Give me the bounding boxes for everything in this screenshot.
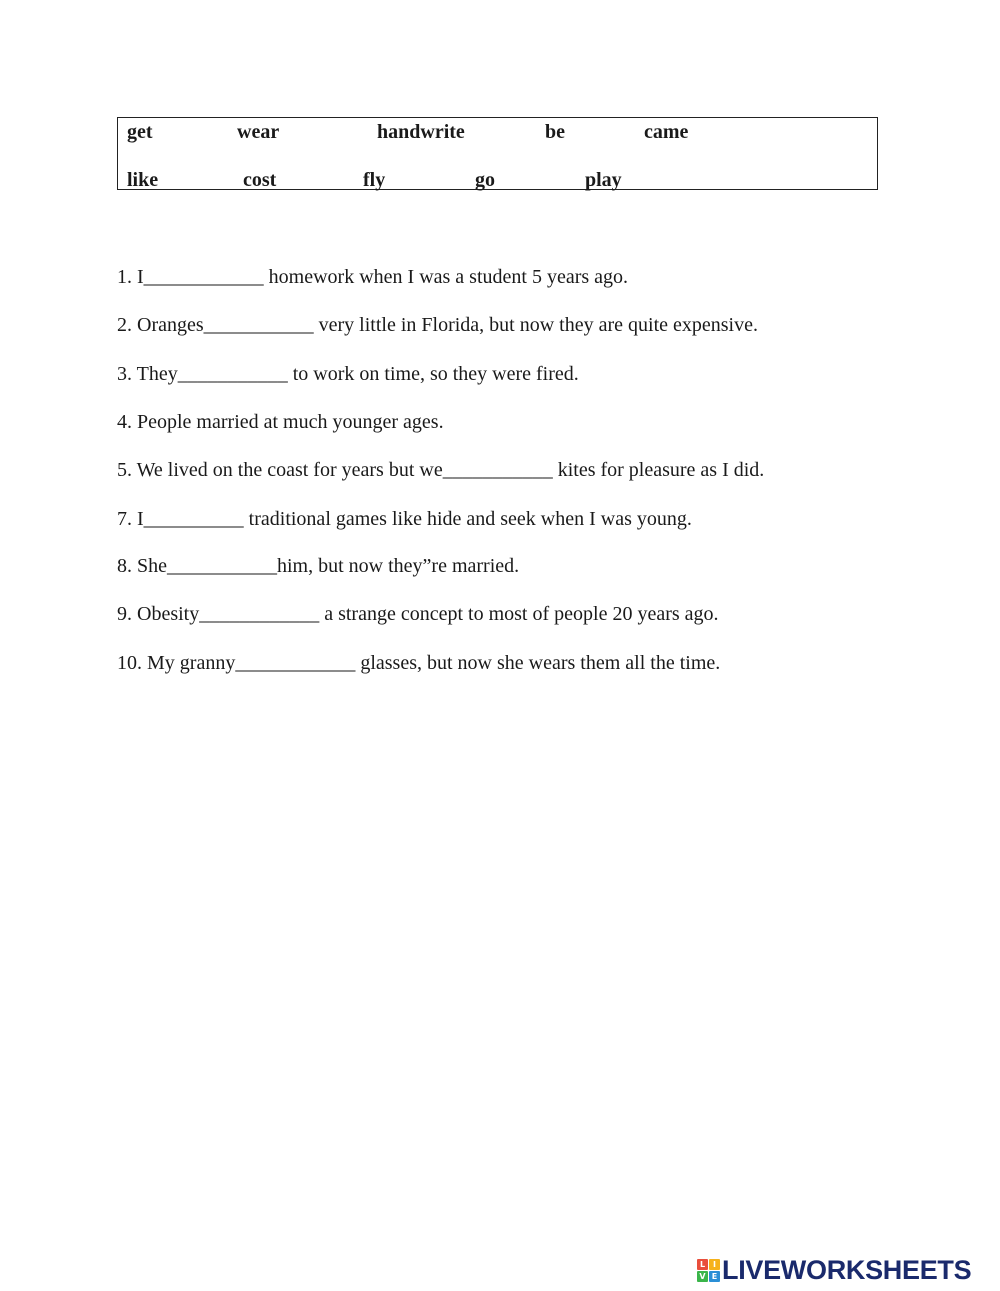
exercise-item-7 — [117, 506, 692, 532]
exercise-item-10 — [117, 650, 720, 676]
exercise-item-8 — [117, 553, 519, 579]
exercise-text: kites for pleasure as I did. — [552, 459, 765, 481]
exercise-text: 5. We lived on the coast for years but we — [117, 459, 443, 481]
exercise-text: 8. She — [117, 555, 167, 577]
answer-blank[interactable]: ___________ — [167, 555, 277, 577]
exercise-text: homework when I was a student 5 years ago. — [263, 266, 629, 288]
exercise-item-2 — [117, 312, 758, 338]
liveworksheets-logo — [697, 1253, 971, 1287]
logo-tile: I — [709, 1259, 720, 1270]
exercise-text: 2. Oranges — [117, 314, 204, 336]
answer-blank[interactable]: ___________ — [203, 314, 314, 336]
exercise-item-3 — [117, 361, 579, 387]
exercise-text: very little in Florida, but now they are quite expensive. — [313, 314, 758, 336]
word-bank-word: be — [545, 121, 565, 143]
exercise-text: a strange concept to most of people 20 years ago. — [319, 603, 719, 625]
word-bank-word: wear — [237, 121, 280, 143]
exercise-text: to work on time, so they were fired. — [287, 363, 579, 385]
word-bank-word: handwrite — [377, 121, 465, 143]
word-bank-box — [117, 117, 878, 190]
answer-blank[interactable]: ____________ — [235, 652, 356, 674]
answer-blank[interactable]: ____________ — [143, 266, 264, 288]
exercise-item-9 — [117, 601, 719, 627]
word-bank-word: play — [585, 169, 622, 191]
exercise-item-4 — [117, 409, 444, 435]
exercise-text: glasses, but now she wears them all the time. — [355, 652, 721, 674]
logo-tile: L — [697, 1259, 708, 1270]
exercise-text: 9. Obesity — [117, 603, 200, 625]
answer-blank[interactable]: ____________ — [199, 603, 320, 625]
exercise-text: 10. My granny — [117, 652, 236, 674]
word-bank-word: cost — [243, 169, 277, 191]
exercise-text: traditional games like hide and seek when I was young. — [243, 508, 692, 530]
answer-blank[interactable]: ___________ — [442, 459, 553, 481]
word-bank-word: came — [644, 121, 689, 143]
word-bank-word: go — [475, 169, 495, 191]
logo-tile: V — [697, 1271, 708, 1282]
exercise-text: 4. People married at much younger ages. — [117, 411, 444, 433]
liveworksheets-logo-icon — [697, 1259, 720, 1282]
exercise-text: 3. They — [117, 363, 178, 385]
exercise-text: 1. I — [117, 266, 144, 288]
answer-blank[interactable]: ___________ — [177, 363, 288, 385]
word-bank-word: fly — [363, 169, 386, 191]
exercise-item-5 — [117, 457, 764, 483]
exercise-item-1 — [117, 264, 628, 290]
exercise-text: 7. I — [117, 508, 144, 530]
word-bank-word: get — [127, 121, 153, 143]
word-bank-word: like — [127, 169, 159, 191]
logo-tile: E — [709, 1271, 720, 1282]
answer-blank[interactable]: __________ — [143, 508, 244, 530]
logo-wordmark: LIVEWORKSHEETS — [722, 1254, 972, 1285]
exercise-text: him, but now they”re married. — [277, 555, 520, 577]
